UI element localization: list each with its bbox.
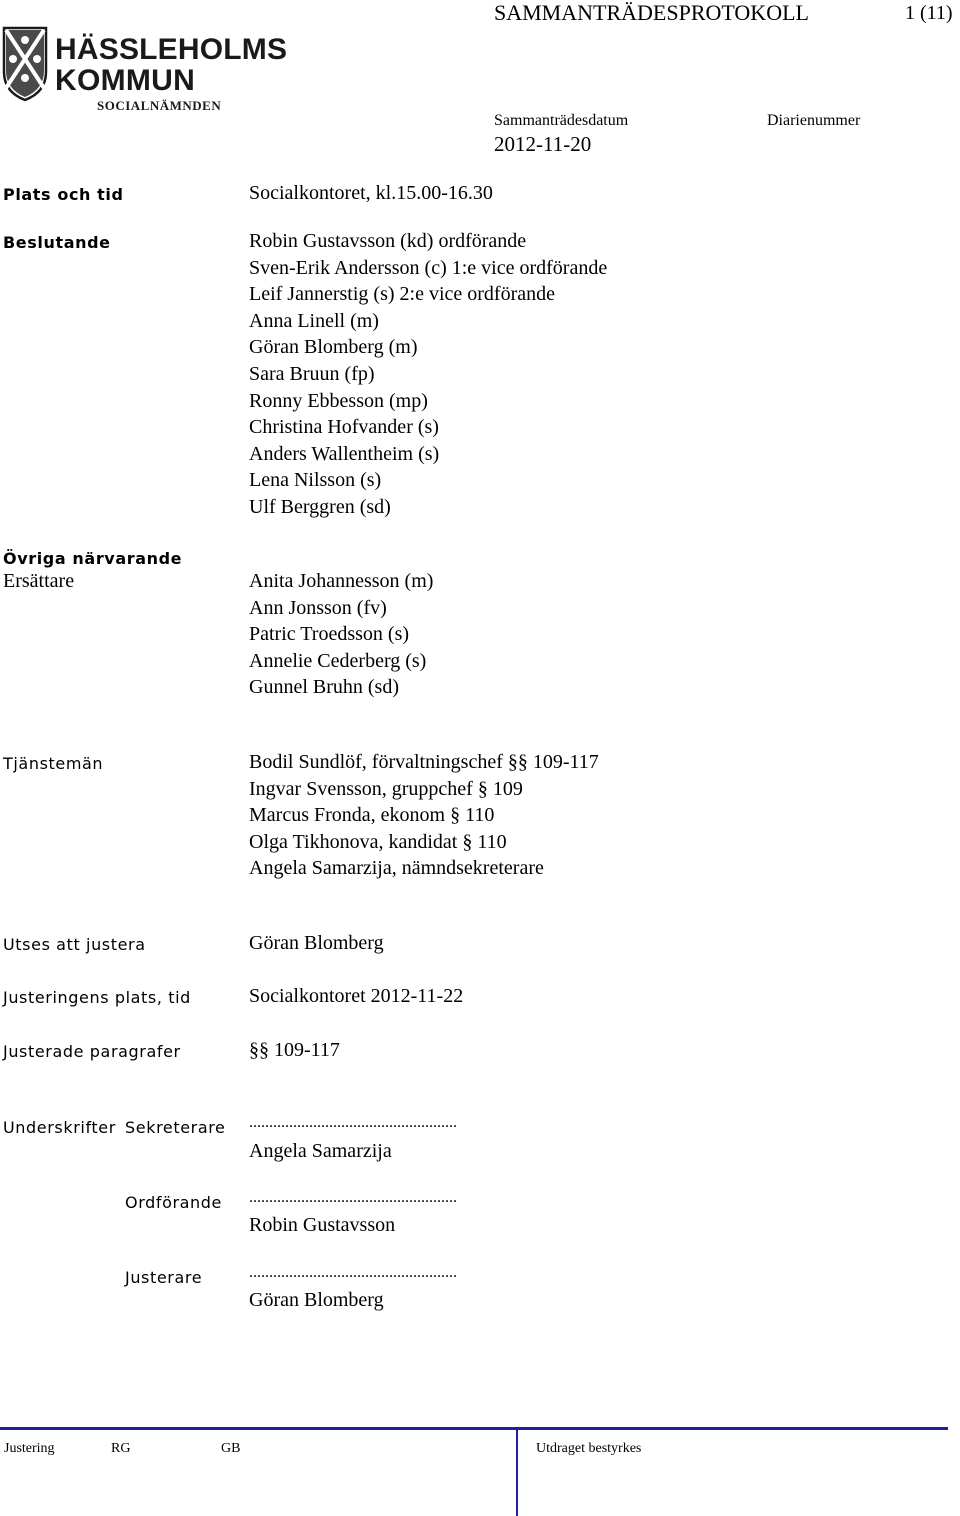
adjusted-paragraphs-label: Justerade paragrafer: [3, 1042, 181, 1061]
substitutes-list: [249, 568, 433, 701]
list-item: Ann Jonsson (fv): [249, 596, 387, 619]
chairman-role: Ordförande: [125, 1193, 222, 1212]
decision-makers-label: Beslutande: [3, 233, 111, 252]
list-item: Lena Nilsson (s): [249, 469, 382, 492]
list-item: Olga Tikhonova, kandidat § 110: [249, 830, 507, 853]
secretary-name: Angela Samarzija: [249, 1140, 392, 1162]
list-item: Göran Blomberg (m): [249, 336, 418, 359]
logo-name-line2: KOMMUN: [55, 64, 196, 97]
list-item: Ingvar Svensson, gruppchef § 109: [249, 777, 523, 800]
list-item: Annelie Cederberg (s): [249, 649, 427, 672]
place-time-value: Socialkontoret, kl.15.00-16.30: [249, 182, 493, 204]
signature-line: ....................................................: [249, 1114, 457, 1131]
list-item: Patric Troedsson (s): [249, 623, 410, 646]
meeting-date: 2012-11-20: [494, 132, 592, 156]
document-title: SAMMANTRÄDESPROTOKOLL: [494, 0, 809, 25]
list-item: Angela Samarzija, nämndsekreterare: [249, 857, 544, 880]
logo-department: SOCIALNÄMNDEN: [97, 98, 222, 113]
adjusted-paragraphs-value: §§ 109-117: [249, 1039, 340, 1061]
list-item: Anna Linell (m): [249, 309, 379, 332]
footer-justering-label: Justering: [4, 1441, 55, 1456]
officials-list: [249, 749, 599, 882]
logo-name-line1: HÄSSLEHOLMS: [55, 33, 288, 66]
adjuster-signature-name: Göran Blomberg: [249, 1289, 384, 1311]
footer-divider: [0, 1427, 948, 1430]
list-item: Ronny Ebbesson (mp): [249, 389, 428, 412]
list-item: Anders Wallentheim (s): [249, 442, 440, 465]
list-item: Anita Johannesson (m): [249, 570, 434, 592]
signatures-label: Underskrifter: [3, 1118, 116, 1137]
list-item: Christina Hofvander (s): [249, 416, 439, 439]
adjustment-place-time-value: Socialkontoret 2012-11-22: [249, 985, 464, 1007]
list-item: Sara Bruun (fp): [249, 362, 375, 385]
adjuster-value: Göran Blomberg: [249, 932, 384, 954]
footer-initials-rg: RG: [111, 1441, 131, 1456]
adjuster-label: Utses att justera: [3, 935, 146, 954]
list-item: Bodil Sundlöf, förvaltningschef §§ 109-117: [249, 751, 599, 773]
footer-initials-gb: GB: [221, 1441, 241, 1456]
signature-line: ....................................................: [249, 1189, 457, 1206]
signature-line: ....................................................: [249, 1264, 457, 1281]
list-item: Sven-Erik Andersson (c) 1:e vice ordförande: [249, 256, 608, 279]
secretary-role: Sekreterare: [125, 1118, 226, 1137]
list-item: Marcus Fronda, ekonom § 110: [249, 804, 495, 827]
page-indicator: 1 (11): [905, 2, 953, 24]
footer-extract-label: Utdraget bestyrkes: [536, 1441, 642, 1456]
chairman-name: Robin Gustavsson: [249, 1214, 396, 1236]
meeting-date-label: Sammanträdesdatum: [494, 112, 629, 129]
adjustment-place-time-label: Justeringens plats, tid: [3, 988, 191, 1007]
footer-column-divider: [516, 1428, 518, 1516]
list-item: Leif Jannerstig (s) 2:e vice ordförande: [249, 283, 555, 306]
list-item: Robin Gustavsson (kd) ordförande: [249, 230, 527, 252]
substitutes-label: Ersättare: [3, 570, 75, 592]
officials-label: Tjänstemän: [3, 754, 104, 773]
list-item: Gunnel Bruhn (sd): [249, 676, 399, 699]
place-time-label: Plats och tid: [3, 185, 124, 204]
register-number-label: Diarienummer: [767, 112, 861, 129]
adjuster-role: Justerare: [125, 1268, 203, 1287]
list-item: Ulf Berggren (sd): [249, 495, 391, 518]
decision-makers-list: [249, 228, 607, 521]
others-present-label: Övriga närvarande: [3, 549, 183, 568]
coat-of-arms-icon: [2, 26, 48, 102]
